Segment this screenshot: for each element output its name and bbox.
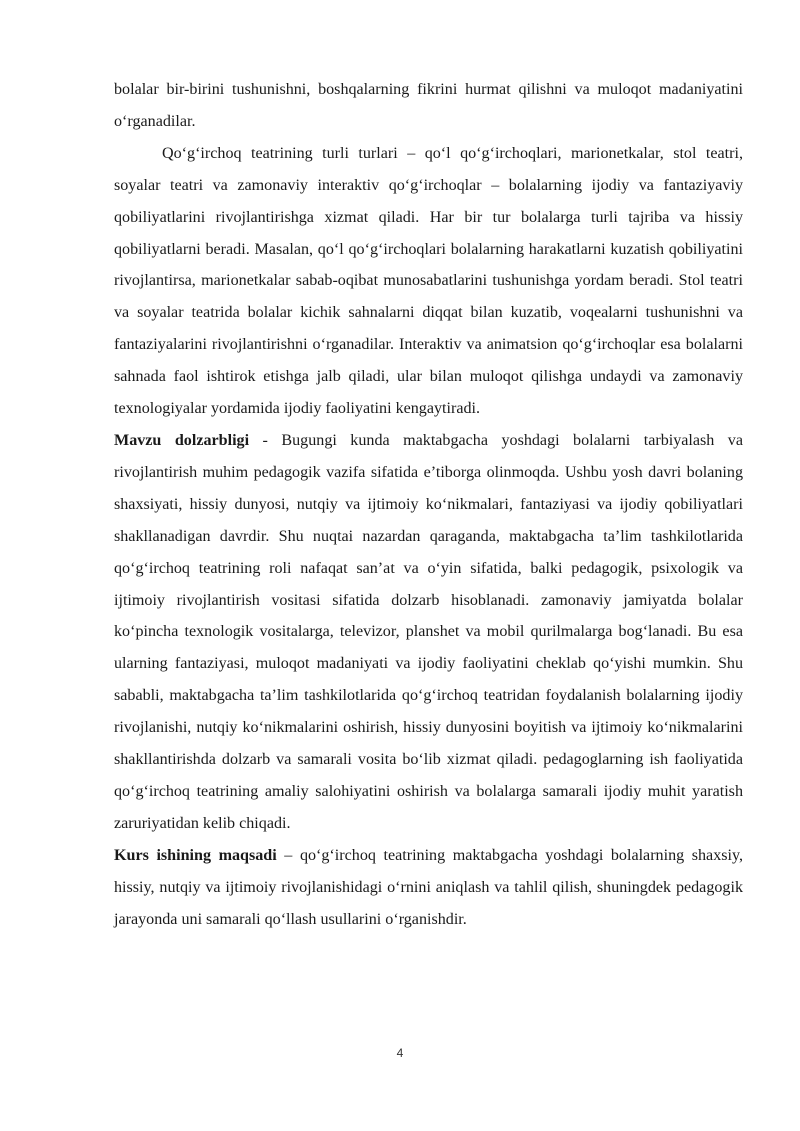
paragraph-text: bolalar bir-birini tushunishni, boshqalarning fikrini hurmat qilishni va muloqot madaniyatini o‘rganadilar. (114, 81, 743, 130)
paragraph-text: Bugungi kunda maktabgacha yoshdagi bolalarni tarbiyalash va rivojlantirish muhim pedagogik vazifa sifatida e’tiborga olinmoqda. Ushbu yosh davri bolaning shaxsiyati, hissiy dunyosi, nutqiy va ijtimoiy ko‘nikmalari, fantaziyasi va ijodiy qobiliyatlari shakllanadigan davrdir. Shu nuqtai nazardan qaraganda, maktabgacha ta’lim tashkilotlarida qo‘g‘irchoq teatrining roli nafaqat san’at va o‘yin sifatida, balki pedagogik, psixologik va ijtimoiy rivojlantirish vositasi sifatida dolzarb hisoblanadi. zamonaviy jamiyatda bolalar ko‘pincha texnologik vositalarga, televizor, planshet va mobil qurilmalarga bog‘lanadi. Bu esa ularning fantaziyasi, muloqot madaniyati va ijodiy faoliyatini cheklab qo‘yishi mumkin. Shu sababli, maktabgacha ta’lim tashkilotlarida qo‘g‘irchoq teatridan foydalanish bolalarning ijodiy rivojlanishi, nutqiy ko‘nikmalarini oshirish, hissiy dunyosini boyitish va ijtimoiy ko‘nikmalarini shakllantirishda dolzarb va samarali vosita bo‘lib xizmat qiladi. pedagoglarning ish faoliyatida qo‘g‘irchoq teatrining amaliy salohiyatini oshirish va bolalarga samarali ijodiy muhit yaratish zaruriyatidan kelib chiqadi. (114, 431, 744, 832)
paragraph-intro-continuation (114, 74, 743, 138)
paragraph-text: Qo‘g‘irchoq teatrining turli turlari – qo‘l qo‘g‘irchoqlari, marionetkalar, stol teatri, soyalar teatri va zamonaviy interaktiv qo‘g‘irchoqlar – bolalarning ijodiy va fantaziyaviy qobiliyatlarini rivojlantirishga xizmat qiladi. Har bir tur bolalarga turli tajriba va hissiy qobiliyatlarni beradi. Masalan, qo‘l qo‘g‘irchoqlari bolalarning harakatlarni kuzatish qobiliyatini rivojlantirsa, marionetkalar sabab-oqibat munosabatlarini tushunishga yordam beradi. Stol teatri va soyalar teatrida bolalar kichik sahnalarni diqqat bilan kuzatib, voqealarni tushunishni va fantaziyalarini rivojlantirishni o‘rganadilar. Interaktiv va animatsion qo‘g‘irchoqlar esa bolalarni sahnada faol ishtirok etishga jalb qiladi, ular bilan muloqot qilishga undaydi va zamonaviy texnologiyalar yordamida ijodiy faoliyatini kengaytiradi. (114, 144, 743, 418)
heading-separator: – (276, 846, 300, 864)
paragraph-course-goal (114, 840, 743, 936)
paragraph-heading: Kurs ishining maqsadi (114, 846, 277, 864)
document-page (114, 74, 743, 935)
page-number: 4 (396, 1046, 404, 1060)
paragraph-heading: Mavzu dolzarbligi (114, 431, 250, 449)
paragraph-text: qo‘g‘irchoq teatrining maktabgacha yoshdagi bolalarning shaxsiy, hissiy, nutqiy va ijtimoiy rivojlanishidagi o‘rnini aniqlash va tahlil qilish, shuningdek pedagogik jarayonda uni samarali qo‘llash usullarini o‘rganishdir. (114, 846, 744, 928)
heading-separator: - (249, 431, 282, 449)
paragraph-topic-relevance (114, 425, 743, 840)
paragraph-puppet-theatre-types (114, 138, 743, 425)
